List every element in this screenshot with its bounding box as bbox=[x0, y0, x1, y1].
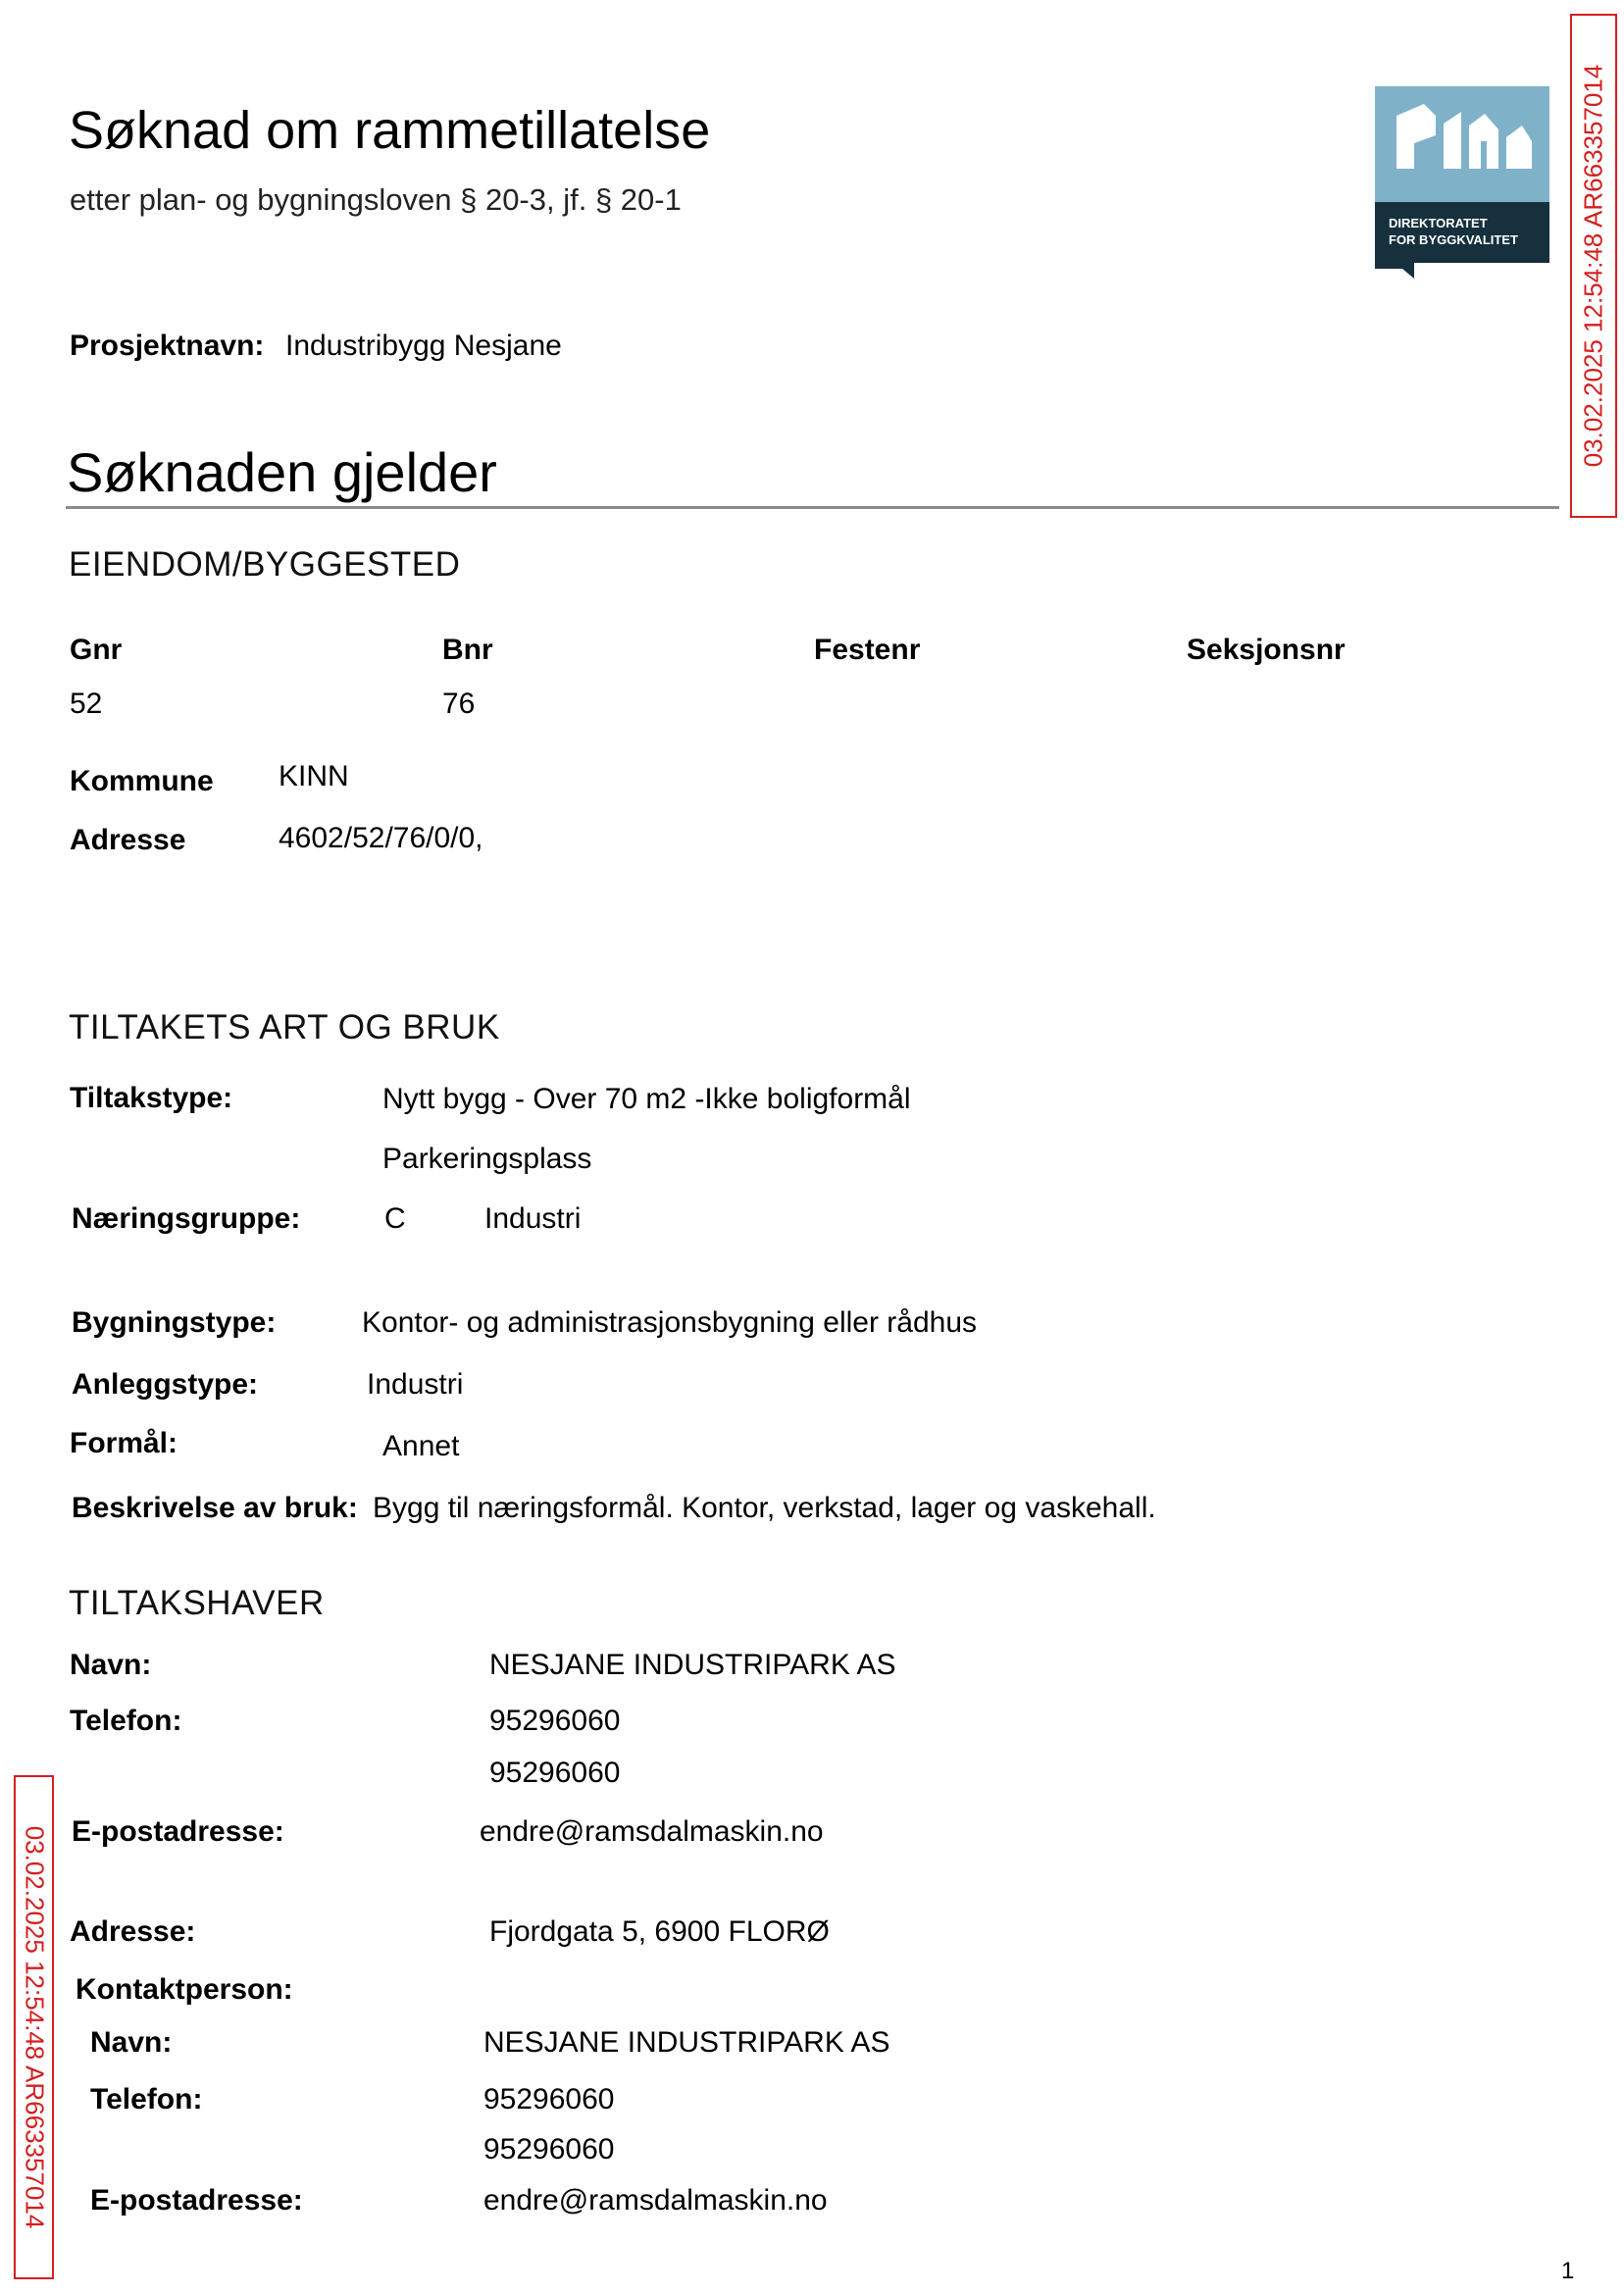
owner-telefon-label: Telefon: bbox=[70, 1705, 182, 1737]
dibk-logo bbox=[1375, 86, 1549, 279]
festenr-header: Festenr bbox=[814, 634, 921, 666]
contact-telefon-label: Telefon: bbox=[90, 2083, 203, 2116]
project-name-label: Prosjektnavn: bbox=[70, 330, 265, 362]
project-name-value: Industribygg Nesjane bbox=[285, 330, 562, 362]
beskrivelse-value: Bygg til næringsformål. Kontor, verkstad, lager og vaskehall. bbox=[373, 1492, 1156, 1524]
adresse-value: 4602/52/76/0/0, bbox=[279, 822, 483, 854]
document-subtitle: etter plan- og bygningsloven § 20-3, jf. § 20-1 bbox=[70, 182, 682, 217]
logo-line1: DIREKTORATET bbox=[1389, 216, 1488, 230]
contact-epost-value: endre@ramsdalmaskin.no bbox=[483, 2184, 828, 2217]
bnr-header: Bnr bbox=[442, 634, 493, 666]
owner-epost-value: endre@ramsdalmaskin.no bbox=[480, 1815, 824, 1848]
received-stamp-top bbox=[1570, 14, 1617, 518]
tiltakstype-value-1: Nytt bygg - Over 70 m2 -Ikke boligformål bbox=[382, 1083, 911, 1115]
adresse-label: Adresse bbox=[70, 824, 186, 856]
naeringsgruppe-name: Industri bbox=[484, 1202, 582, 1235]
naeringsgruppe-label: Næringsgruppe: bbox=[72, 1202, 301, 1235]
beskrivelse-label: Beskrivelse av bruk: bbox=[72, 1492, 358, 1524]
bygningstype-value: Kontor- og administrasjonsbygning eller rådhus bbox=[362, 1306, 978, 1339]
section-divider bbox=[66, 506, 1559, 509]
stamp-text-top: 03.02.2025 12:54:48 AR663357014 bbox=[1578, 64, 1608, 468]
owner-adresse-value: Fjordgata 5, 6900 FLORØ bbox=[489, 1915, 830, 1948]
owner-navn-label: Navn: bbox=[70, 1649, 152, 1681]
tiltakstype-label: Tiltakstype: bbox=[70, 1082, 233, 1114]
formal-label: Formål: bbox=[70, 1427, 178, 1459]
contact-telefon-value-1: 95296060 bbox=[483, 2083, 615, 2116]
owner-epost-label: E-postadresse: bbox=[72, 1815, 284, 1848]
gnr-value: 52 bbox=[70, 688, 103, 720]
received-stamp-left bbox=[14, 1775, 54, 2279]
anleggstype-label: Anleggstype: bbox=[72, 1368, 259, 1401]
owner-telefon-value-2: 95296060 bbox=[489, 1757, 621, 1789]
seksjonsnr-header: Seksjonsnr bbox=[1187, 634, 1345, 666]
bygningstype-label: Bygningstype: bbox=[72, 1306, 277, 1339]
contact-navn-value: NESJANE INDUSTRIPARK AS bbox=[483, 2026, 890, 2059]
property-heading: EIENDOM/BYGGESTED bbox=[69, 545, 461, 584]
kommune-value: KINN bbox=[279, 760, 349, 792]
section-title: Søknaden gjelder bbox=[67, 441, 497, 503]
logo-line2: FOR BYGGKVALITET bbox=[1389, 232, 1518, 247]
measure-heading: TILTAKETS ART OG BRUK bbox=[69, 1008, 500, 1046]
owner-navn-value: NESJANE INDUSTRIPARK AS bbox=[489, 1649, 896, 1681]
tiltakstype-value-2: Parkeringsplass bbox=[382, 1143, 592, 1175]
kommune-label: Kommune bbox=[70, 765, 214, 797]
stamp-text-left: 03.02.2025 12:54:48 AR663357014 bbox=[20, 1825, 49, 2229]
contact-person-label: Kontaktperson: bbox=[76, 1973, 293, 2006]
gnr-header: Gnr bbox=[70, 634, 123, 666]
contact-navn-label: Navn: bbox=[90, 2026, 173, 2059]
formal-value: Annet bbox=[382, 1430, 460, 1462]
owner-heading: TILTAKSHAVER bbox=[69, 1584, 325, 1622]
document-title: Søknad om rammetillatelse bbox=[69, 101, 711, 160]
page-number: 1 bbox=[1561, 2258, 1575, 2284]
anleggstype-value: Industri bbox=[367, 1368, 464, 1401]
naeringsgruppe-code: C bbox=[384, 1202, 406, 1235]
owner-telefon-value-1: 95296060 bbox=[489, 1705, 621, 1737]
owner-adresse-label: Adresse: bbox=[70, 1915, 196, 1948]
contact-telefon-value-2: 95296060 bbox=[483, 2133, 615, 2166]
contact-epost-label: E-postadresse: bbox=[90, 2184, 303, 2217]
bnr-value: 76 bbox=[442, 688, 476, 720]
